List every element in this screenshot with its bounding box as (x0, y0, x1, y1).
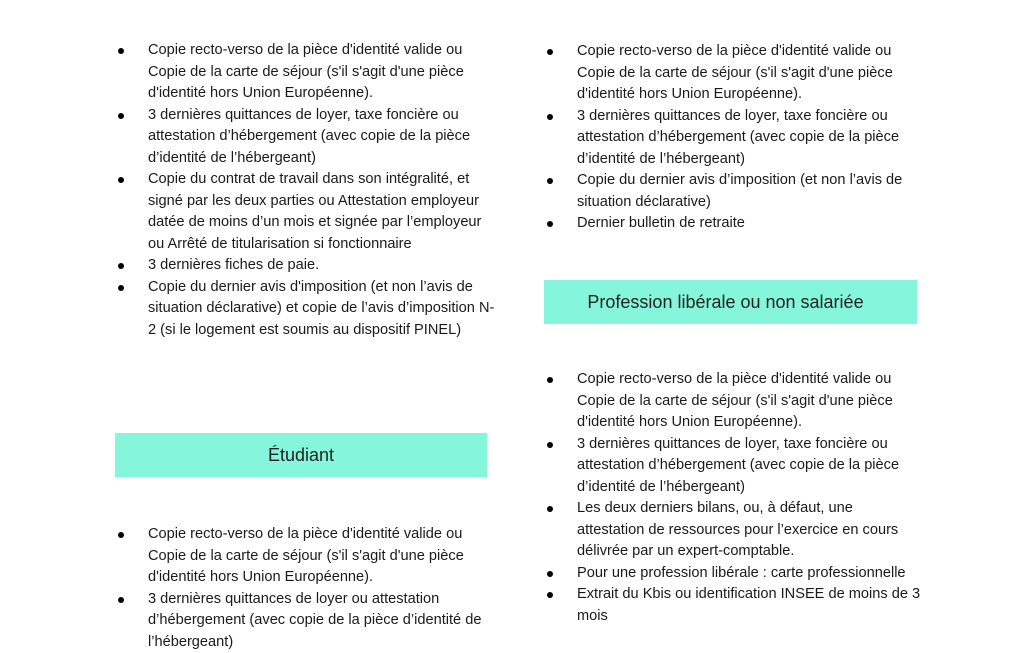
list-item: Copie recto-verso de la pièce d'identité valide ou Copie de la carte de séjour (s'il s'agit d'une pièce d'identité hors Union Européenne). (115, 40, 495, 105)
section-heading-liberal (544, 280, 917, 324)
section-heading-etudiant (115, 433, 487, 477)
list-item: Pour une profession libérale : carte professionnelle (544, 563, 924, 585)
list-item: Copie recto-verso de la pièce d'identité valide ou Copie de la carte de séjour (s'il s'agit d'une pièce d'identité hors Union Européenne). (544, 369, 924, 434)
list-item: 3 dernières quittances de loyer ou attestation d’hébergement (avec copie de la pièce d’identité de l’hébergeant) (115, 589, 495, 653)
section-title: Profession libérale ou non salariée (587, 292, 863, 313)
list-item: Copie du contrat de travail dans son intégralité, et signé par les deux parties ou Attestation employeur datée de moins d’un mois et signée par l’employeur ou Arrêté de titularisation si fonctionnaire (115, 169, 495, 255)
list-item: Copie du dernier avis d’imposition (et non l’avis de situation déclarative) (544, 170, 924, 213)
list-item: 3 dernières quittances de loyer, taxe foncière ou attestation d’hébergement (avec copie de la pièce d’identité de l’hébergeant) (544, 106, 924, 171)
list-item: Copie du dernier avis d'imposition (et non l’avis de situation déclarative) et copie de l’avis d’imposition N-2 (si le logement est soumis au dispositif PINEL) (115, 277, 495, 342)
section-title: Étudiant (268, 445, 334, 466)
list-item: 3 dernières quittances de loyer, taxe foncière ou attestation d’hébergement (avec copie de la pièce d’identité de l’hébergeant) (115, 105, 495, 170)
list-item: Extrait du Kbis ou identification INSEE de moins de 3 mois (544, 584, 924, 627)
list-item: Copie recto-verso de la pièce d'identité valide ou Copie de la carte de séjour (s'il s'agit d'une pièce d'identité hors Union Européenne). (544, 41, 924, 106)
liberal-document-list (544, 369, 924, 627)
etudiant-document-list (115, 524, 495, 653)
retraite-document-list (544, 41, 924, 235)
list-item: Les deux derniers bilans, ou, à défaut, une attestation de ressources pour l’exercice en cours délivrée par un expert-comptable. (544, 498, 924, 563)
salarie-document-list (115, 40, 495, 341)
list-item: Copie recto-verso de la pièce d'identité valide ou Copie de la carte de séjour (s'il s'agit d'une pièce d'identité hors Union Européenne). (115, 524, 495, 589)
list-item: 3 dernières fiches de paie. (115, 255, 495, 277)
list-item: Dernier bulletin de retraite (544, 213, 924, 235)
list-item: 3 dernières quittances de loyer, taxe foncière ou attestation d’hébergement (avec copie de la pièce d’identité de l’hébergeant) (544, 434, 924, 499)
